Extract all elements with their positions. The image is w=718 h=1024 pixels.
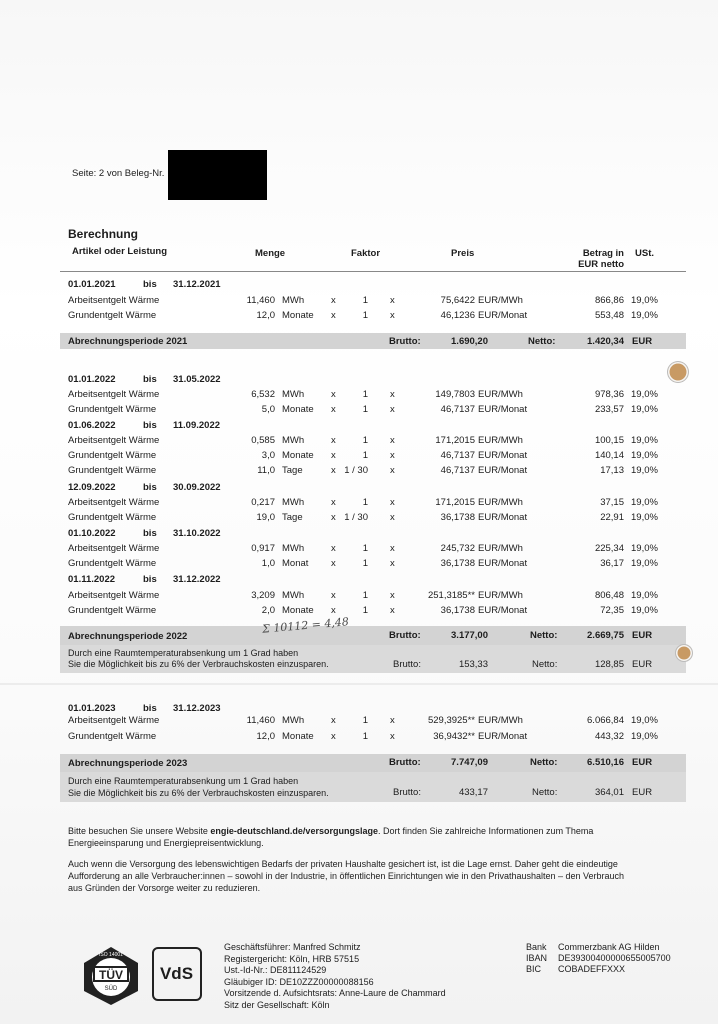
row-2022-4-0-factor: 1 (362, 590, 368, 601)
savings-2023-brutto-label: Brutto: (393, 787, 421, 798)
period-2022-1-from: 01.06.2022 (68, 420, 116, 431)
row-2022-0-1-price: 46,7137 (440, 404, 475, 415)
header-divider (60, 271, 686, 272)
savings-2023-netto: 364,01 (594, 787, 624, 798)
period-2022-3-from: 01.10.2022 (68, 528, 116, 539)
row-2022-1-0-x2: x (390, 435, 395, 446)
row-2022-1-0-price-unit: EUR/MWh (478, 435, 523, 446)
row-2022-4-1-qty: 2,0 (261, 605, 275, 616)
page-reference: Seite: 2 von Beleg-Nr. (72, 168, 165, 179)
savings-2022-netto-label: Netto: (532, 659, 558, 670)
summary-2023-label: Abrechnungsperiode 2023 (68, 758, 188, 769)
row-2022-4-1-price: 36,1738 (440, 605, 475, 616)
row-2022-2-0-qty: 0,217 (251, 497, 275, 508)
row-2022-1-1-label: Grundentgelt Wärme (68, 450, 157, 461)
row-2021-work-price: 75,6422 (440, 295, 475, 306)
row-2022-3-0-x2: x (390, 543, 395, 554)
row-2022-3-0-price: 245,732 (440, 543, 475, 554)
row-2022-0-1-label: Grundentgelt Wärme (68, 404, 157, 415)
row-2022-4-0-label: Arbeitsentgelt Wärme (68, 590, 160, 601)
row-2023-work-amount: 6.066,84 (587, 715, 624, 726)
row-2022-4-1-label: Grundentgelt Wärme (68, 605, 157, 616)
row-2023-base-price: 36,9432** (433, 731, 475, 742)
row-2022-2-0-label: Arbeitsentgelt Wärme (68, 497, 160, 508)
period-2022-4-to: 31.12.2022 (173, 574, 221, 585)
row-2021-work-factor: 1 (362, 295, 368, 306)
row-2022-1-2-unit: Tage (282, 465, 303, 476)
row-2022-0-0-factor: 1 (362, 389, 368, 400)
punch-hole-top (668, 362, 688, 382)
period-2022-2-to: 30.09.2022 (173, 482, 221, 493)
summary-2023-brutto-label: Brutto: (389, 757, 421, 768)
row-2023-work-label: Arbeitsentgelt Wärme (68, 715, 160, 726)
row-2022-2-1-price-unit: EUR/Monat (478, 512, 528, 523)
bic-label: BIC (526, 964, 542, 974)
col-header-vat: USt. (635, 248, 654, 259)
row-2023-work-price: 529,3925** (427, 715, 475, 726)
row-2022-1-0-x1: x (331, 435, 336, 446)
row-2021-work-unit: MWh (282, 295, 305, 306)
row-2022-1-1-unit: Monate (282, 450, 314, 461)
row-2021-base-unit: Monate (282, 310, 314, 321)
col-header-qty: Menge (255, 248, 286, 259)
bic-value: COBADEFFXXX (558, 964, 626, 974)
row-2022-1-1-vat: 19,0% (631, 450, 658, 461)
company-info-line: Ust.-Id-Nr.: DE811124529 (224, 965, 327, 975)
row-2022-3-0-amount: 225,34 (594, 543, 624, 554)
row-2021-base-price: 46,1236 (440, 310, 475, 321)
row-2022-4-0-unit: MWh (282, 590, 305, 601)
savings-2023-line2: Sie die Möglichkeit bis zu 6% der Verbrauchskosten einzusparen. (68, 788, 329, 798)
row-2022-1-2-qty: 11,0 (257, 465, 275, 476)
row-2023-work-price-unit: EUR/MWh (478, 715, 523, 726)
row-2022-1-2-label: Grundentgelt Wärme (68, 465, 157, 476)
period-2023-bis: bis (143, 703, 157, 714)
row-2023-base-factor: 1 (362, 731, 368, 742)
summary-2022-brutto: 3.177,00 (451, 630, 488, 641)
savings-2022-line1: Durch eine Raumtemperaturabsenkung um 1 Grad haben (68, 648, 299, 658)
row-2022-2-0-amount: 37,15 (600, 497, 624, 508)
row-2021-work-vat: 19,0% (631, 295, 658, 306)
website-link[interactable]: engie-deutschland.de/versorgungslage (210, 826, 378, 836)
bank-label: Bank (526, 942, 547, 952)
row-2022-2-1-unit: Tage (282, 512, 303, 523)
row-2022-0-0-label: Arbeitsentgelt Wärme (68, 389, 160, 400)
tuv-certification-logo (80, 945, 142, 1007)
row-2021-work-x1: x (331, 295, 336, 306)
row-2022-3-0-vat: 19,0% (631, 543, 658, 554)
row-2022-2-0-x1: x (331, 497, 336, 508)
period-2022-4-from: 01.11.2022 (68, 574, 116, 585)
row-2021-base-vat: 19,0% (631, 310, 658, 321)
row-2022-0-1-vat: 19,0% (631, 404, 658, 415)
savings-2022-brutto-label: Brutto: (393, 659, 421, 670)
row-2022-1-0-qty: 0,585 (251, 435, 275, 446)
savings-2022-currency: EUR (632, 659, 653, 670)
summary-2022-netto-label: Netto: (530, 630, 558, 641)
row-2022-0-1-x2: x (390, 404, 395, 415)
row-2022-2-0-price-unit: EUR/MWh (478, 497, 523, 508)
bank-value: Commerzbank AG Hilden (558, 942, 660, 952)
row-2022-3-1-vat: 19,0% (631, 558, 658, 569)
vds-certification-logo: VdS (152, 947, 202, 1001)
row-2022-1-0-unit: MWh (282, 435, 305, 446)
row-2022-1-1-factor: 1 (362, 450, 368, 461)
savings-2023-brutto: 433,17 (458, 787, 488, 798)
row-2022-0-1-x1: x (331, 404, 336, 415)
savings-2023-netto-label: Netto: (532, 787, 558, 798)
row-2022-4-0-qty: 3,209 (251, 590, 275, 601)
row-2023-work-x2: x (390, 715, 395, 726)
row-2022-1-2-x1: x (331, 465, 336, 476)
row-2022-3-0-price-unit: EUR/MWh (478, 543, 523, 554)
period-2022-0-bis: bis (143, 374, 157, 385)
summary-2021-netto: 1.420,34 (587, 336, 624, 347)
svg-text:SÜD: SÜD (104, 986, 118, 992)
svg-text:ISO 14001: ISO 14001 (99, 952, 123, 958)
period-2022-3-to: 31.10.2022 (173, 528, 221, 539)
row-2022-4-1-unit: Monate (282, 605, 314, 616)
summary-2022-currency: EUR (632, 630, 653, 641)
website-note-line1: Bitte besuchen Sie unsere Website engie-deutschland.de/versorgungslage. Dort finden Sie zahlreiche Informationen zum Thema (68, 826, 594, 836)
row-2022-3-1-factor: 1 (362, 558, 368, 569)
row-2023-work-factor: 1 (362, 715, 368, 726)
row-2022-3-1-label: Grundentgelt Wärme (68, 558, 157, 569)
row-2022-0-0-amount: 978,36 (594, 389, 624, 400)
row-2021-work-price-unit: EUR/MWh (478, 295, 523, 306)
row-2022-0-1-factor: 1 (362, 404, 368, 415)
row-2023-work-unit: MWh (282, 715, 305, 726)
row-2022-2-0-unit: MWh (282, 497, 305, 508)
row-2023-work-qty: 11,460 (246, 715, 275, 726)
row-2021-work-x2: x (390, 295, 395, 306)
row-2022-1-0-factor: 1 (362, 435, 368, 446)
period-2022-2-from: 12.09.2022 (68, 482, 116, 493)
row-2022-1-1-price: 46,7137 (440, 450, 475, 461)
summary-2023-netto: 6.510,16 (587, 757, 624, 768)
company-info-line: Gläubiger ID: DE10ZZZ00000088156 (224, 976, 374, 987)
summary-2021-currency: EUR (632, 336, 653, 347)
summary-2022-brutto-label: Brutto: (389, 630, 421, 641)
row-2022-0-1-amount: 233,57 (594, 404, 624, 415)
row-2022-3-1-x2: x (390, 558, 395, 569)
row-2022-4-0-price: 251,3185** (427, 590, 475, 601)
row-2023-base-qty: 12,0 (256, 731, 275, 742)
row-2022-1-2-vat: 19,0% (631, 465, 658, 476)
row-2021-work-amount: 866,86 (594, 295, 624, 306)
period-2023-from: 01.01.2023 (68, 703, 116, 714)
row-2021-base-x2: x (390, 310, 395, 321)
row-2023-base-price-unit: EUR/Monat (478, 731, 528, 742)
row-2022-4-1-x1: x (331, 605, 336, 616)
paper-fold (0, 683, 718, 685)
iban-value: DE39300400000655005700 (558, 953, 671, 963)
row-2022-3-0-factor: 1 (362, 543, 368, 554)
row-2021-work-label: Arbeitsentgelt Wärme (68, 295, 160, 306)
row-2022-1-2-amount: 17,13 (600, 465, 624, 476)
row-2022-3-1-price: 36,1738 (440, 558, 475, 569)
row-2022-2-1-factor: 1 / 30 (344, 512, 368, 523)
savings-2023-currency: EUR (632, 787, 653, 798)
row-2022-3-1-amount: 36,17 (600, 558, 624, 569)
row-2022-3-0-unit: MWh (282, 543, 305, 554)
row-2022-1-2-price-unit: EUR/Monat (478, 465, 528, 476)
row-2022-2-1-vat: 19,0% (631, 512, 658, 523)
summary-2021-brutto: 1.690,20 (451, 336, 488, 347)
col-header-item: Artikel oder Leistung (72, 246, 168, 257)
svg-text:TÜV: TÜV (99, 968, 123, 982)
period-2023-to: 31.12.2023 (173, 703, 221, 714)
row-2022-2-0-vat: 19,0% (631, 497, 658, 508)
row-2022-1-0-vat: 19,0% (631, 435, 658, 446)
row-2022-2-0-x2: x (390, 497, 395, 508)
row-2022-4-0-price-unit: EUR/MWh (478, 590, 523, 601)
row-2023-work-x1: x (331, 715, 336, 726)
row-2023-work-vat: 19,0% (631, 715, 658, 726)
row-2022-1-0-amount: 100,15 (594, 435, 624, 446)
row-2021-base-price-unit: EUR/Monat (478, 310, 528, 321)
punch-hole-bottom (676, 645, 692, 661)
row-2022-0-0-price: 149,7803 (435, 389, 475, 400)
row-2022-2-1-label: Grundentgelt Wärme (68, 512, 157, 523)
row-2022-0-0-qty: 6,532 (251, 389, 275, 400)
row-2022-2-1-qty: 19,0 (256, 512, 275, 523)
row-2023-base-amount: 443,32 (594, 731, 624, 742)
row-2021-base-factor: 1 (362, 310, 368, 321)
summary-2023-netto-label: Netto: (530, 757, 558, 768)
period-2022-0-from: 01.01.2022 (68, 374, 116, 385)
row-2022-1-1-qty: 3,0 (261, 450, 275, 461)
row-2022-0-1-price-unit: EUR/Monat (478, 404, 528, 415)
row-2022-1-2-x2: x (390, 465, 395, 476)
row-2021-base-label: Grundentgelt Wärme (68, 310, 157, 321)
row-2022-0-0-unit: MWh (282, 389, 305, 400)
summary-2022-netto: 2.669,75 (587, 630, 624, 641)
row-2022-3-0-qty: 0,917 (251, 543, 275, 554)
period-2021-bis: bis (143, 279, 157, 290)
row-2022-4-1-factor: 1 (362, 605, 368, 616)
row-2023-base-vat: 19,0% (631, 731, 658, 742)
period-2021-from: 01.01.2021 (68, 279, 116, 290)
row-2022-1-1-amount: 140,14 (594, 450, 624, 461)
period-2022-1-to: 11.09.2022 (173, 420, 221, 431)
row-2023-base-unit: Monate (282, 731, 314, 742)
summary-2021-label: Abrechnungsperiode 2021 (68, 336, 188, 347)
row-2022-3-1-x1: x (331, 558, 336, 569)
row-2022-2-1-amount: 22,91 (600, 512, 624, 523)
row-2022-2-1-x2: x (390, 512, 395, 523)
row-2022-1-1-x2: x (390, 450, 395, 461)
row-2022-0-0-x1: x (331, 389, 336, 400)
summary-2021-brutto-label: Brutto: (389, 336, 421, 347)
savings-2022-line2: Sie die Möglichkeit bis zu 6% der Verbrauchskosten einzusparen. (68, 659, 329, 669)
row-2022-1-1-x1: x (331, 450, 336, 461)
row-2022-3-1-qty: 1,0 (261, 558, 275, 569)
row-2023-base-x1: x (331, 731, 336, 742)
col-header-factor: Faktor (351, 248, 381, 259)
summary-2021-netto-label: Netto: (528, 336, 556, 347)
supply-note-line1: Auch wenn die Versorgung des lebenswichtigen Bedarfs der privaten Haushalte gesichert ist, ist die Lage ernst. Daher geht die eindeutige (68, 859, 618, 869)
row-2022-4-1-x2: x (390, 605, 395, 616)
savings-2022-brutto: 153,33 (458, 659, 488, 670)
period-2022-0-to: 31.05.2022 (173, 374, 221, 385)
col-header-amount-unit: EUR netto (578, 259, 624, 270)
row-2022-4-1-vat: 19,0% (631, 605, 658, 616)
row-2022-2-1-price: 36,1738 (440, 512, 475, 523)
period-2022-1-bis: bis (143, 420, 157, 431)
row-2021-work-qty: 11,460 (246, 295, 275, 306)
row-2022-1-1-price-unit: EUR/Monat (478, 450, 528, 461)
row-2023-base-x2: x (390, 731, 395, 742)
period-2022-4-bis: bis (143, 574, 157, 585)
row-2022-0-0-price-unit: EUR/MWh (478, 389, 523, 400)
row-2022-3-1-unit: Monat (282, 558, 309, 569)
summary-2023-brutto: 7.747,09 (451, 757, 488, 768)
row-2022-4-1-price-unit: EUR/Monat (478, 605, 528, 616)
supply-note-line2: Aufforderung an alle Verbraucher:innen – sowohl in der Industrie, in öffentlichen Einrichtungen wie in den Privathaushalten – den Verbrauch (68, 871, 625, 881)
row-2021-base-amount: 553,48 (594, 310, 624, 321)
supply-note-line3: aus Gründen der Vorsorge weiter zu reduzieren. (68, 883, 261, 893)
row-2022-4-0-x2: x (390, 590, 395, 601)
row-2022-1-0-label: Arbeitsentgelt Wärme (68, 435, 160, 446)
row-2022-2-1-x1: x (331, 512, 336, 523)
row-2022-4-0-vat: 19,0% (631, 590, 658, 601)
row-2022-3-0-label: Arbeitsentgelt Wärme (68, 543, 160, 554)
row-2022-4-1-amount: 72,35 (600, 605, 624, 616)
website-note-line2: Energieeinsparung und Energiepreisentwicklung. (68, 838, 264, 848)
row-2022-1-0-price: 171,2015 (435, 435, 475, 446)
row-2023-base-label: Grundentgelt Wärme (68, 731, 157, 742)
row-2021-base-qty: 12,0 (256, 310, 275, 321)
summary-2023-currency: EUR (632, 757, 653, 768)
handwritten-note: Σ 10112 = 4,48 (261, 615, 350, 636)
redacted-document-number (168, 150, 267, 200)
row-2022-1-2-price: 46,7137 (440, 465, 475, 476)
col-header-amount: Betrag in (582, 248, 624, 259)
row-2022-0-1-unit: Monate (282, 404, 314, 415)
iban-label: IBAN (526, 953, 548, 963)
period-2022-2-bis: bis (143, 482, 157, 493)
row-2022-0-0-vat: 19,0% (631, 389, 658, 400)
row-2022-2-0-factor: 1 (362, 497, 368, 508)
period-2021-to: 31.12.2021 (173, 279, 221, 290)
row-2022-0-0-x2: x (390, 389, 395, 400)
row-2022-4-0-amount: 806,48 (594, 590, 624, 601)
row-2022-1-2-factor: 1 / 30 (344, 465, 368, 476)
row-2021-base-x1: x (331, 310, 336, 321)
row-2022-4-0-x1: x (331, 590, 336, 601)
col-header-price: Preis (451, 248, 475, 259)
row-2022-3-0-x1: x (331, 543, 336, 554)
row-2022-2-0-price: 171,2015 (435, 497, 475, 508)
row-2022-0-1-qty: 5,0 (261, 404, 275, 415)
section-title: Berechnung (68, 227, 139, 241)
company-info-line: Sitz der Gesellschaft: Köln (224, 999, 330, 1010)
company-info-line: Geschäftsführer: Manfred Schmitz (224, 942, 361, 952)
savings-2023-line1: Durch eine Raumtemperaturabsenkung um 1 Grad haben (68, 776, 299, 786)
company-info-line: Vorsitzende d. Aufsichtsrats: Anne-Laure de Chammard (224, 988, 446, 998)
company-info-line: Registergericht: Köln, HRB 57515 (224, 953, 360, 964)
savings-2022-netto: 128,85 (594, 659, 624, 670)
row-2022-3-1-price-unit: EUR/Monat (478, 558, 528, 569)
period-2022-3-bis: bis (143, 528, 157, 539)
summary-2022-label: Abrechnungsperiode 2022 (68, 631, 188, 642)
